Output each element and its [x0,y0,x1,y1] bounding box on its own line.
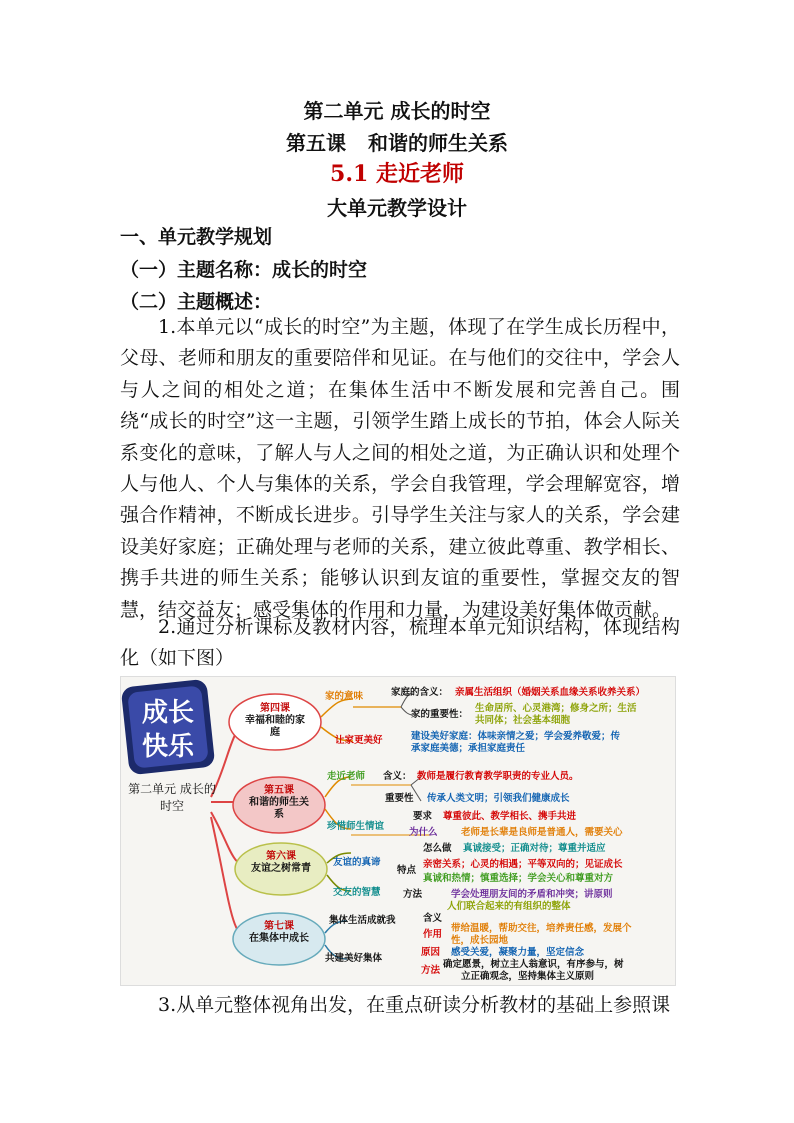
lesson-title [0,127,794,156]
lesson4-bubble [235,703,315,739]
lesson-prefix: 第五课 [286,131,346,155]
subsection-title: 5.1 走近老师 [330,161,464,187]
req-label: 要求 [413,811,433,822]
teacher-def-text: 教师是履行教育教学职责的专业人员。 [417,771,579,782]
branch-friend-true: 友谊的真谛 [333,857,381,868]
lesson-name: 和谐的师生关系 [368,131,508,155]
teacher-def-label: 含义： [383,771,412,782]
lesson6-bubble [241,851,321,875]
logo-text-1: 成长 [141,698,195,728]
branch-friend-wisdom: 交友的智慧 [333,887,381,898]
teacher-imp-label: 重要性 [385,793,414,804]
teacher-imp-text: 传承人类文明；引领我们健康成长 [427,793,570,804]
lesson7-name: 在集体中成长 [249,933,309,944]
lesson6-label: 第六课 [266,851,296,862]
paragraph-structure: 2.通过分析课标及教材内容，梳理本单元知识结构，体现结构化（如下图） [120,616,680,670]
method-text: 学会处理朋友间的矛盾和冲突；讲原则 [451,889,613,900]
knowledge-structure-mindmap [120,676,676,986]
lesson5-name: 和谐的师生关系 [249,797,309,820]
lesson4-name: 幸福和睦的家庭 [245,715,305,738]
branch-cherish: 珍惜师生情谊 [327,821,385,832]
effect-label: 作用 [423,929,443,940]
branch-build-group: 共建美好集体 [325,953,383,964]
branch-family-better: 让家更美好 [335,735,383,746]
reason-label: 原因 [421,947,441,958]
family-build-text1: 建设美好家庭：体味亲情之爱；学会爱养敬爱；传 [411,731,621,742]
branch-teacher-near: 走近老师 [327,771,366,782]
reason-text: 感受关爱，凝聚力量，坚定信念 [451,947,585,958]
paragraph-next: 3.从单元整体视角出发，在重点研读分析教材的基础上参照课 [158,994,671,1016]
lesson7-bubble [239,921,319,945]
logo-text-2: 快乐 [141,732,195,762]
lesson5-label: 第五课 [264,785,294,796]
lesson5-bubble [239,785,319,821]
method-label: 方法 [403,889,423,900]
meaning-text: 人们联合起来的有组织的整体 [447,901,571,912]
lesson7-label: 第七课 [264,921,294,932]
req-text: 尊重彼此、教学相长、携手共进 [443,811,577,822]
branch-group-life: 集体生活成就我 [329,915,396,926]
meaning-label: 含义 [423,913,443,924]
how-text: 真诚接受；正确对待；尊重并适应 [463,843,606,854]
section-heading-1: 一、单元教学规划 [120,226,273,248]
family-def-text: 亲属生活组织（婚姻关系血缘关系收养关系） [455,687,646,698]
trait-label: 特点 [397,865,417,876]
family-imp-text1: 生命居所、心灵港湾；修身之所；生活 [475,703,637,714]
section-heading-topic-overview: （二）主题概述： [120,291,273,313]
method2-text2: 立正确观念，坚持集体主义原则 [461,971,595,982]
trait-text1: 亲密关系；心灵的相遇；平等双向的；见证成长 [423,859,623,870]
lesson6-name: 友谊之树常青 [251,863,311,874]
growth-happy-logo [121,677,215,777]
design-title: 大单元教学设计 [327,196,467,220]
effect-text2: 性，成长园地 [451,935,509,946]
why-label: 为什么 [409,827,438,838]
family-def-label: 家庭的含义： [391,687,449,698]
mindmap-root: 第二单元 成长的时空 [128,782,216,813]
lesson4-label: 第四课 [260,703,290,714]
method2-label: 方法 [421,965,441,976]
trait-text2: 真诚和热情；慎重选择；学会关心和尊重对方 [423,873,614,884]
family-imp-label: 家的重要性： [411,709,469,720]
branch-family-meaning: 家的意味 [325,691,364,702]
unit-title: 第二单元 成长的时空 [303,99,491,123]
why-text: 老师是长辈是良师是普通人，需要关心 [461,827,623,838]
family-imp-text2: 共同体；社会基本细胞 [475,715,571,726]
method2-text1: 确定愿景，树立主人翁意识，有序参与，树 [443,959,624,970]
section-heading-topic-name: （一）主题名称：成长的时空 [120,259,368,281]
paragraph-overview: 1.本单元以“成长的时空”为主题，体现了在学生成长历程中，父母、老师和朋友的重要陪伴和见证。在与他们的交往中，学会人与人之间的相处之道；在集体生活中不断发展和完善自己。围绕“成长的时空”这一主题，引领学生踏上成长的节拍，体会人际关系变化的意味，了解人与人之间的相处之道，为正确认识和处理个人与他人、个人与集体的关系，学会自我管理，学会理解宽容，增强合作精神，不断成长进步。引导学生关注与家人的关系，学会建设美好家庭；正确处理与老师的关系，建立彼此尊重、教学相长、携手共进的师生关系；能够认识到友谊的重要性，掌握交友的智慧，结交益友；感受集体的作用和力量，为建设美好集体做贡献。 [120,316,680,621]
family-build-text2: 承家庭美德；承担家庭责任 [411,743,526,754]
effect-text1: 带给温暖，帮助交往，培养责任感，发展个 [451,923,632,934]
how-label: 怎么做 [423,843,452,854]
